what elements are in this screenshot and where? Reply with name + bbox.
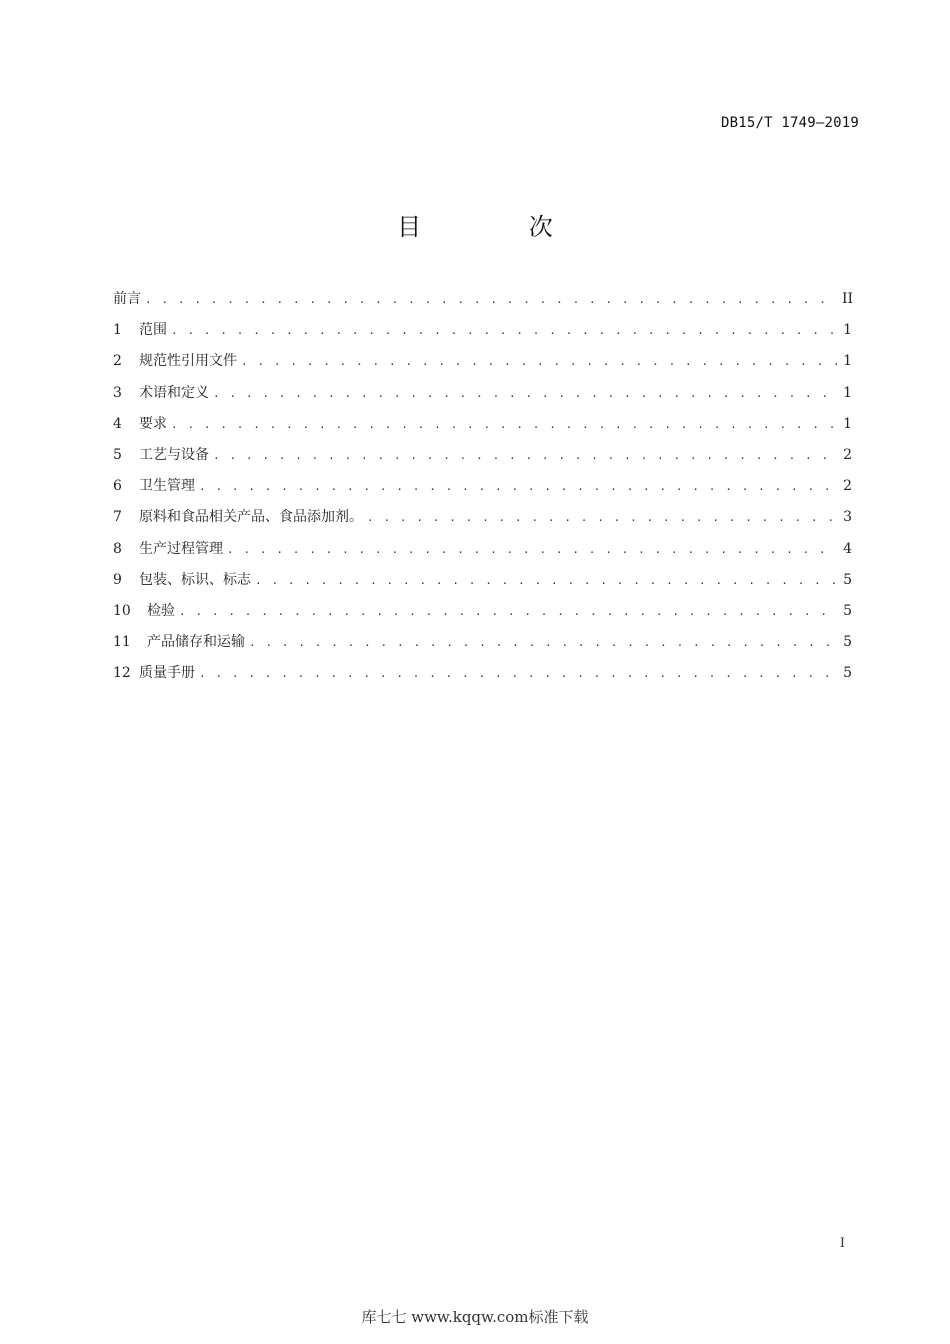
- toc-leader-dots: [227, 538, 838, 562]
- toc-entry-number: 5: [113, 446, 122, 463]
- table-of-contents: [113, 287, 852, 692]
- toc-entry-7[interactable]: [113, 505, 852, 536]
- toc-entry-number: 4: [113, 415, 122, 432]
- toc-leader-dots: [241, 350, 838, 374]
- toc-entry-page: 1: [843, 353, 852, 370]
- toc-entry-text: 要求: [139, 415, 167, 432]
- toc-entry-number: 11: [113, 634, 131, 651]
- toc-entry-text: 前言: [113, 291, 141, 307]
- toc-entry-text: 质量手册: [139, 665, 195, 682]
- toc-entry-page: 5: [843, 602, 852, 619]
- toc-entry-5[interactable]: [113, 443, 852, 474]
- toc-leader-dots: [145, 288, 838, 312]
- toc-entry-page: 1: [843, 415, 852, 432]
- toc-leader-dots: [367, 506, 838, 530]
- toc-leader-dots: [213, 382, 838, 406]
- toc-leader-dots: [249, 631, 838, 655]
- toc-entry-foreword[interactable]: [113, 287, 852, 318]
- toc-entry-number: 12: [113, 665, 131, 682]
- toc-entry-2[interactable]: [113, 349, 852, 380]
- toc-entry-number: 7: [113, 509, 122, 526]
- toc-entry-text: 生产过程管理: [139, 540, 223, 557]
- toc-entry-number: 6: [113, 478, 122, 495]
- toc-entry-page: 5: [843, 634, 852, 651]
- toc-entry-number: 9: [113, 571, 122, 588]
- toc-entry-page: 3: [843, 509, 852, 526]
- toc-leader-dots: [255, 569, 838, 593]
- toc-entry-text: 规范性引用文件: [139, 353, 237, 370]
- toc-entry-page: 4: [843, 540, 852, 557]
- toc-entry-8[interactable]: [113, 537, 852, 568]
- toc-entry-1[interactable]: [113, 318, 852, 349]
- toc-leader-dots: [179, 600, 838, 624]
- toc-entry-page: 1: [843, 322, 852, 339]
- toc-entry-page: 2: [843, 446, 852, 463]
- toc-entry-text: 范围: [139, 322, 167, 339]
- toc-entry-text: 术语和定义: [139, 384, 209, 401]
- toc-leader-dots: [171, 319, 838, 343]
- toc-entry-number: 10: [113, 602, 131, 619]
- toc-entry-9[interactable]: [113, 568, 852, 599]
- toc-entry-12[interactable]: [113, 661, 852, 692]
- page-number: I: [839, 1236, 845, 1251]
- toc-entry-11[interactable]: [113, 630, 852, 661]
- page-title: 目 次: [397, 213, 603, 241]
- toc-entry-number: 1: [113, 322, 122, 339]
- watermark-text: 库七七 www.kqqw.com标准下载: [361, 1308, 589, 1326]
- toc-entry-number: 8: [113, 540, 122, 557]
- toc-entry-page: II: [842, 291, 854, 307]
- toc-entry-4[interactable]: [113, 412, 852, 443]
- toc-entry-10[interactable]: [113, 599, 852, 630]
- toc-entry-6[interactable]: [113, 474, 852, 505]
- toc-entry-text: 包装、标识、标志: [139, 571, 251, 588]
- toc-entry-page: 5: [843, 571, 852, 588]
- toc-entry-number: 3: [113, 384, 122, 401]
- toc-entry-page: 5: [843, 665, 852, 682]
- toc-entry-text: 产品储存和运输: [147, 634, 245, 651]
- toc-entry-text: 检验: [147, 602, 175, 619]
- toc-entry-text: 原料和食品相关产品、食品添加剂。: [139, 509, 363, 526]
- document-code: DB15/T 1749—2019: [720, 115, 859, 131]
- toc-leader-dots: [199, 475, 838, 499]
- toc-entry-3[interactable]: [113, 381, 852, 412]
- toc-entry-text: 工艺与设备: [139, 446, 209, 463]
- toc-entry-text: 卫生管理: [139, 478, 195, 495]
- toc-leader-dots: [213, 444, 838, 468]
- toc-leader-dots: [199, 662, 838, 686]
- toc-entry-page: 2: [843, 478, 852, 495]
- toc-entry-number: 2: [113, 353, 122, 370]
- toc-entry-page: 1: [843, 384, 852, 401]
- toc-leader-dots: [171, 413, 838, 437]
